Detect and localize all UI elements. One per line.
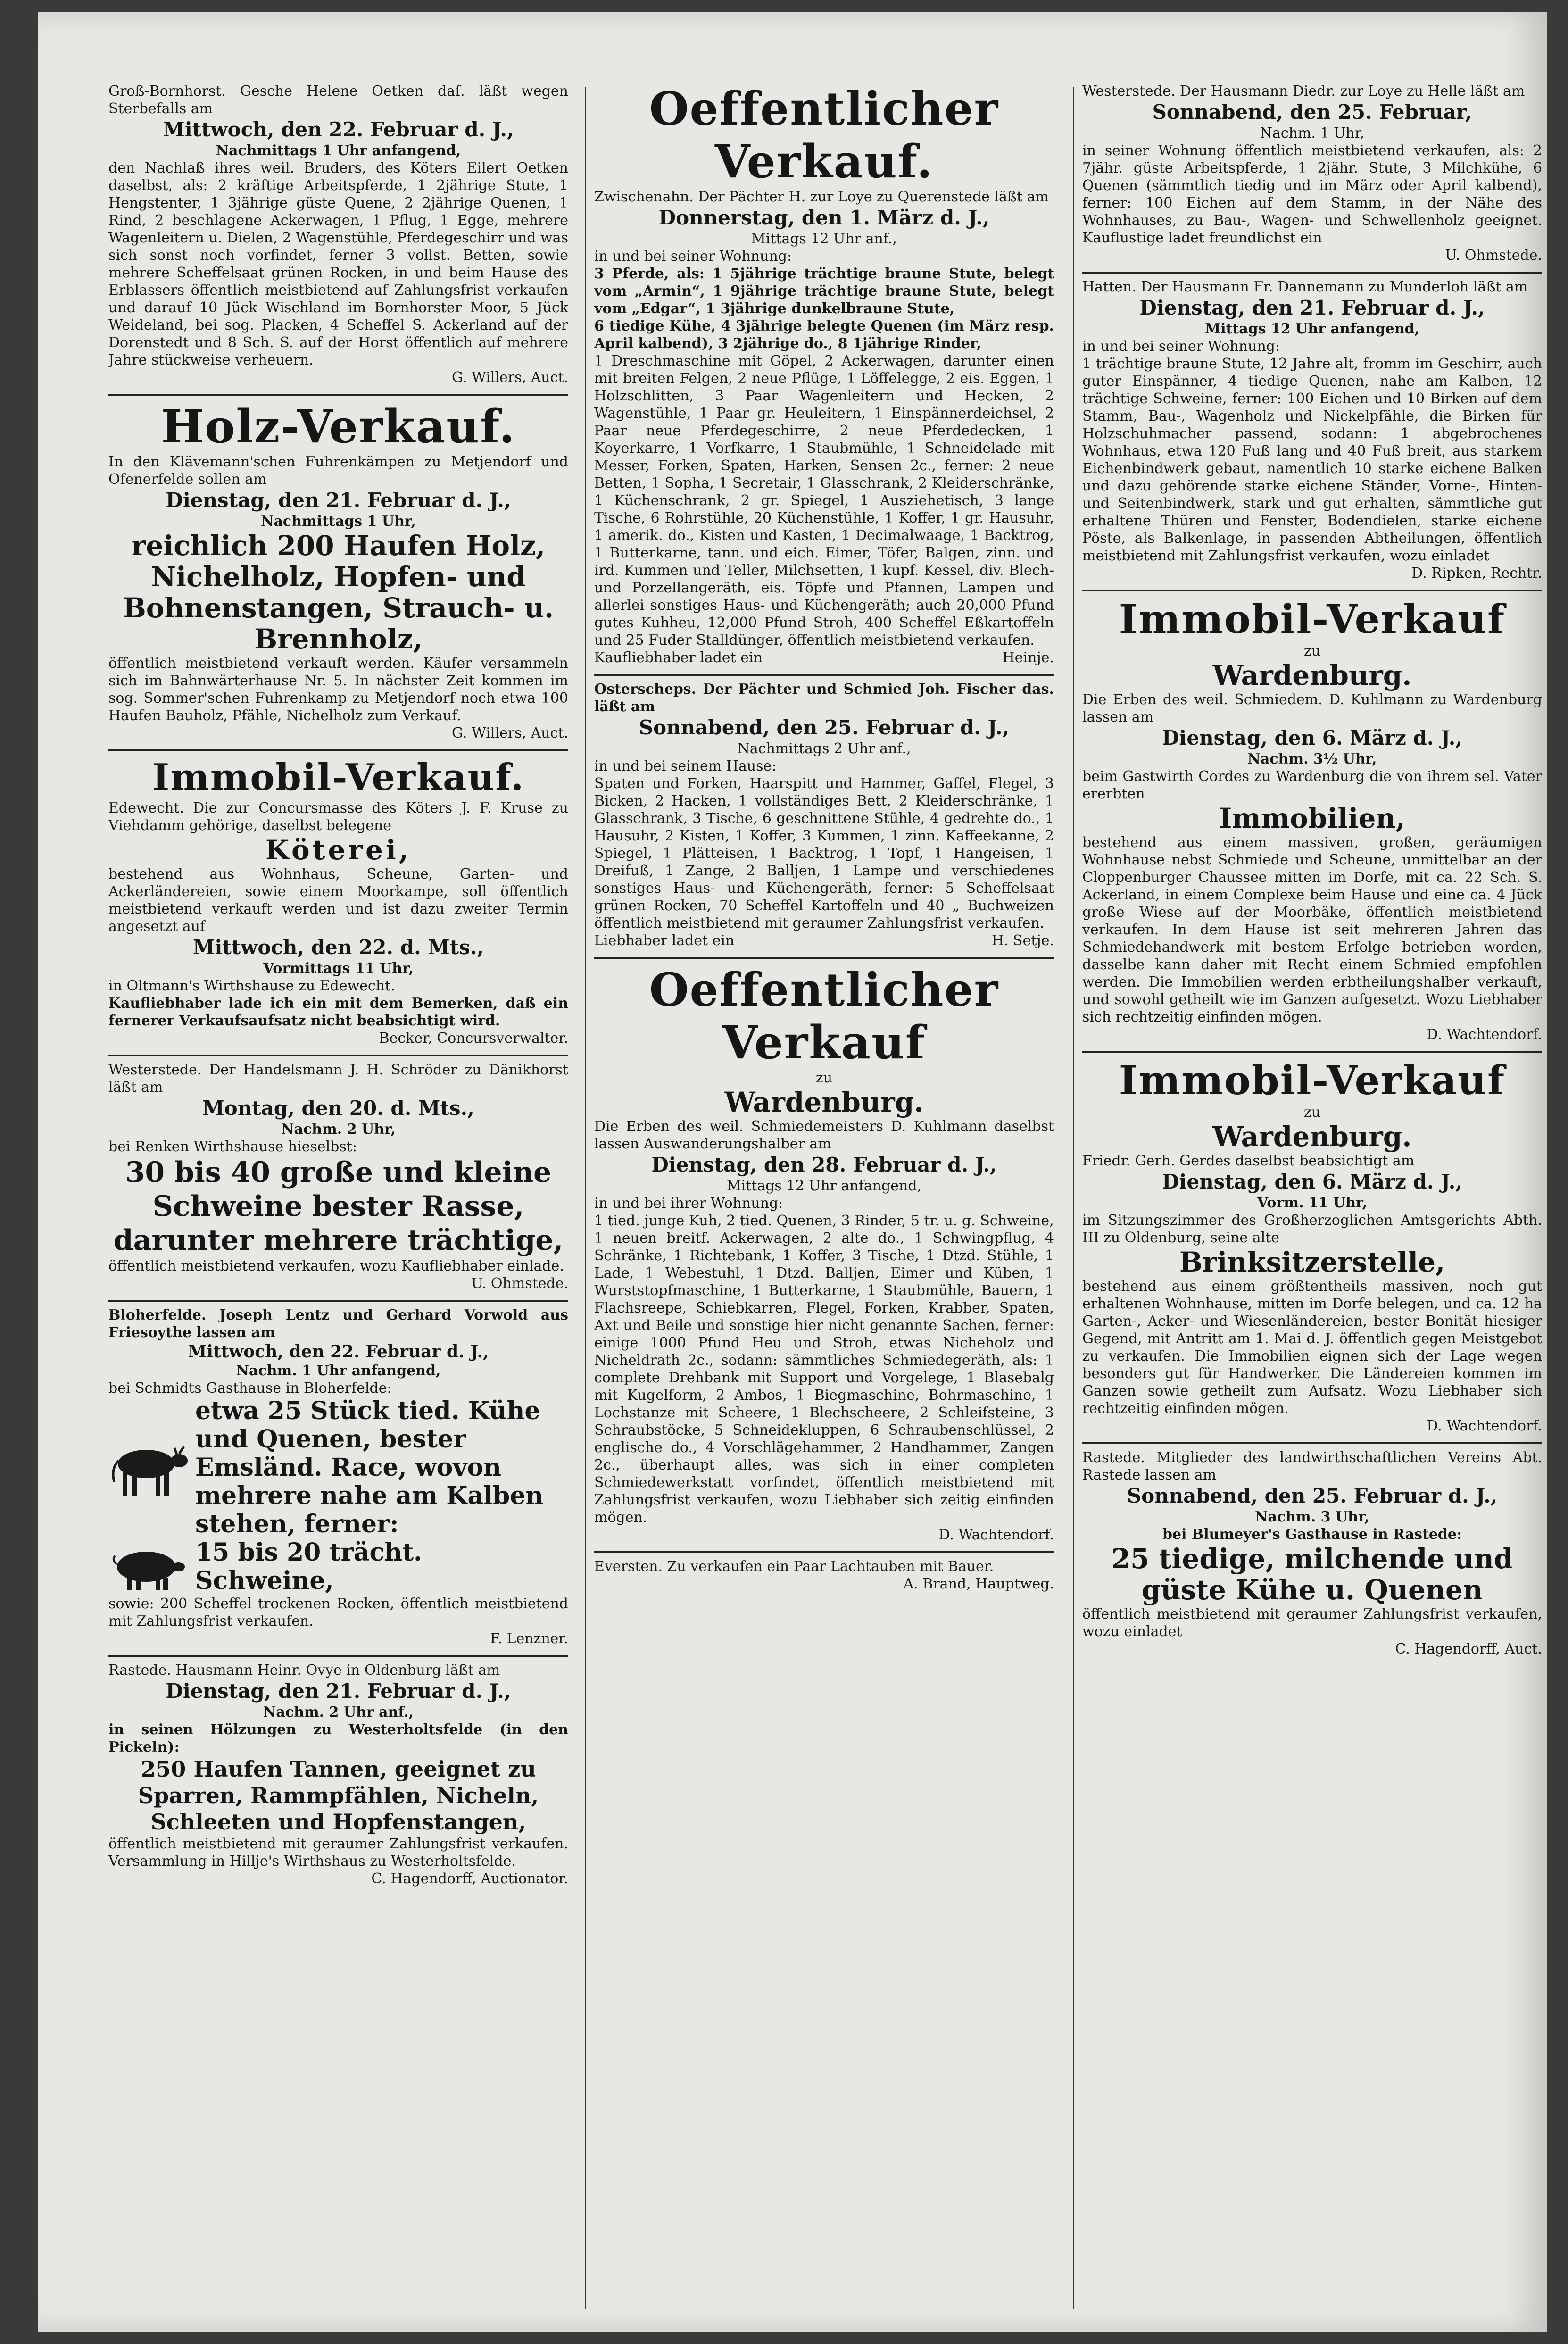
- ad-head: Bloherfelde. Joseph Lentz und Gerhard Vorwold aus Friesoythe lassen am: [108, 1307, 568, 1341]
- ad-signature: A. Brand, Hauptweg.: [903, 1576, 1054, 1592]
- ad-zu: zu: [1303, 643, 1321, 659]
- ad-place-name: Wardenburg.: [1212, 1121, 1412, 1153]
- ad-date: Dienstag, den 21. Februar d. J.,: [166, 1679, 511, 1703]
- ad-date: Dienstag, den 21. Februar d. J.,: [1139, 296, 1485, 319]
- divider: [594, 957, 1054, 959]
- ad-item: Köterei,: [265, 834, 412, 866]
- ad-title: Oeffentlicher Verkauf: [649, 963, 999, 1069]
- ad-place: bei Schmidts Gasthause in Bloherfelde:: [108, 1380, 392, 1396]
- ad-signature: Heinje.: [1002, 649, 1054, 666]
- ad-signature: G. Willers, Auct.: [451, 369, 568, 386]
- ad-time: Nachmittags 2 Uhr anf.,: [737, 740, 911, 757]
- ad-date: Mittwoch, den 22. Februar d. J.,: [188, 1342, 489, 1362]
- ad-goods: 25 tiedige, milchende und güste Kühe u. Quenen: [1111, 1543, 1513, 1606]
- ad-time: Mittags 12 Uhr anfangend,: [726, 1178, 922, 1194]
- ad-signature: C. Hagendorff, Auct.: [1395, 1641, 1542, 1657]
- ad-title: Oeffentlicher Verkauf.: [649, 83, 999, 188]
- ad-place: bei Renken Wirthshause hieselbst:: [108, 1139, 357, 1155]
- ad-body: in seiner Wohnung öffentlich meistbietend verkaufen, als: 2 7jähr. güste Arbeitspferde, 1 2jähr. Stute, 3 Milchkühe, 6 Quenen (sämmtlich tiedig und im März oder April kalbend), ferner: 100 Eichen auf dem Stamm, in der Nähe des Wohnhauses, zu Bau-, Wagen- und Schwellenholz geeignet. Kauflustige ladet freundlichst ein: [1082, 142, 1542, 246]
- ad-goods: 250 Haufen Tannen, geeignet zu Sparren, Rammpfählen, Nicheln, Schleeten und Hopfenstangen,: [138, 1756, 539, 1835]
- ad-item: Brinksitzerstelle,: [1179, 1246, 1445, 1278]
- column-divider: [585, 87, 586, 2309]
- cow-icon: [108, 1435, 189, 1501]
- ad-eversten: [594, 1558, 1054, 1593]
- divider: [108, 1300, 568, 1302]
- ad-head: Westerstede. Der Hausmann Diedr. zur Loye zu Helle läßt am: [1082, 83, 1525, 100]
- ad-head: Friedr. Gerh. Gerdes daselbst beabsichtigt am: [1082, 1153, 1415, 1169]
- ad-time: Nachm. 2 Uhr anf.,: [263, 1704, 414, 1721]
- ad-intro: In den Klävemann'schen Fuhrenkämpen zu Metjendorf und Ofenerfelde sollen am: [108, 454, 568, 488]
- ad-signature: D. Wachtendorf.: [938, 1527, 1054, 1543]
- ad-signature: Becker, Concursverwalter.: [379, 1030, 568, 1047]
- ad-rastede-verein: [1082, 1449, 1542, 1658]
- ad-signature: D. Wachtendorf.: [1427, 1026, 1542, 1043]
- ad-bloherfelde: [108, 1306, 568, 1647]
- ad-body: öffentlich meistbietend verkaufen, wozu Kaufliebhaber einlade.: [108, 1258, 564, 1274]
- ad-place: beim Gastwirth Cordes zu Wardenburg die von ihrem sel. Vater ererbten: [1082, 768, 1542, 802]
- ad-time: Nachm. 2 Uhr,: [281, 1121, 396, 1138]
- ad-horses: 3 Pferde, als: 1 5jährige trächtige braune Stute, belegt vom „Armin“, 1 9jährige trächtige braune Stute, belegt vom „Edgar“, 1 3jährige dunkelbraune Stute,: [594, 266, 1054, 317]
- ad-head: Hatten. Der Hausmann Fr. Dannemann zu Munderloh läßt am: [1082, 279, 1528, 295]
- divider: [108, 1055, 568, 1056]
- ad-body: den Nachlaß ihres weil. Bruders, des Köters Eilert Oetken daselbst, als: 2 kräftige Arbeitspferde, 1 2jährige Stute, 1 Hengstenter, 1 3jährige güste Quene, 2 2jährige Quenen, 1 Rind, 2 beschlagene Ackerwagen, 1 Pflug, 1 Egge, mehrere Wagenleitern u. Dielen, 2 Wagenstühle, Pferdegeschirr und was sich sonst noch vorfindet, ferner 3 vollst. Betten, sowie mehrere Scheffelsaat grünen Rocken, in und beim Hause des Erblassers öffentlich meistbietend auf Zahlungsfrist verkaufen und darauf 10 Jück Wischland im Bornhorster Moor, 5 Jück Weideland, bei sog. Placken, 4 Scheffel S. Ackerland auf der Dorenstedt und 8 Sch. S. auf der Horst öffentlich auf mehrere Jahre stückweise verheuern.: [108, 160, 568, 368]
- ad-immobil-wardenburg-1: [1082, 596, 1542, 1043]
- ad-immobil-wardenburg-2: [1082, 1057, 1542, 1435]
- divider: [1082, 590, 1542, 591]
- ad-time: Nachmittags 1 Uhr anfangend,: [216, 142, 461, 159]
- ad-date: Mittwoch, den 22. Februar d. J.,: [163, 118, 514, 141]
- ad-place: in und bei seiner Wohnung:: [1082, 338, 1280, 355]
- ad-closing-line: [594, 649, 1054, 666]
- ad-head: Osterscheps. Der Pächter und Schmied Joh. Fischer das. läßt am: [594, 681, 1054, 715]
- pig-line: [108, 1538, 568, 1595]
- column-divider: [1073, 87, 1074, 2309]
- newspaper-page: [38, 12, 1547, 2332]
- ad-holz-verkauf: [108, 400, 568, 742]
- ad-text: Eversten. Zu verkaufen ein Paar Lachtauben mit Bauer.: [594, 1558, 994, 1575]
- ad-westerstede-schroeder: [108, 1061, 568, 1292]
- ad-body: bestehend aus Wohnhaus, Scheune, Garten- und Ackerländereien, sowie einem Moorkampe, soll öffentlich meistbietend verkauft werden und ist dazu zweiter Termin angesetzt auf: [108, 866, 568, 935]
- ad-immobil-edewecht: [108, 756, 568, 1047]
- ad-date: Montag, den 20. d. Mts.,: [202, 1097, 474, 1120]
- ad-westerstede-zur-loye: [1082, 83, 1542, 264]
- ad-body: 1 neuen breitf. Ackerwagen, 2 alte do., 1 Schwingpflug, 4 Schränke, 1 Richtebank, 1 Koffer, 3 Tische, 1 Dtzd. Stühle, 1 Lade, 1 Webestuhl, 1 Dtzd. Balljen, Eimer und Küben, 1 Wurststopfmaschine, 1 Butterkarne, 1 Staubmühle, Bauern, 1 Flachsreepe, Schiebkarren, Flegel, Forken, Krabber, Spaten, Axt und Beile und sonstige hier nicht genannte Sachen, ferner: einige 1000 Pfund Heu und Stroh, etwas Nicheholz und Nicheldrath 2c., sodann: sämmtliches Schmiedegeräth, als: 1 complete Drehbank mit Support und Vorgelege, 1 Blasebalg mit Kugelform, 2 Ambos, 1 Biegmaschine, Bohrmaschine, 1 Lochstanze mit Scheere, 1 Blechscheere, 2 Schleifsteine, 3 Schraubstöcke, 5 Schneidekluppen, 6 Schraubenschlüssel, 2 englische do., 4 Vorschlägehammer, 2 Handhammer, Zangen 2c., überhaupt alles, was sich in einer completen Schmiedewerkstatt vorfindet, öffentlich meistbietend mit Zahlungsfrist verkaufen, wozu Liebhaber sich zeitig einfinden mögen.: [594, 1230, 1054, 1526]
- ad-closing: Kaufliebhaber ladet ein: [594, 649, 763, 666]
- ad-date: Sonnabend, den 25. Februar,: [1152, 100, 1472, 124]
- ad-closing-line: [594, 932, 1054, 949]
- column-middle: [594, 83, 1054, 2313]
- ad-place: in und bei seinem Hause:: [594, 758, 777, 774]
- ad-date: Sonnabend, den 25. Februar d. J.,: [639, 716, 1010, 739]
- ad-place: bei Blumeyer's Gasthause in Rastede:: [1162, 1526, 1462, 1543]
- ad-date: Dienstag, den 28. Februar d. J.,: [651, 1153, 997, 1176]
- ad-rastede-ovye: [108, 1662, 568, 1887]
- ad-place-name: Wardenburg.: [724, 1086, 924, 1118]
- ad-head: Zwischenahn. Der Pächter H. zur Loye zu Querenstede läßt am: [594, 189, 1049, 205]
- ad-time: Nachm. 1 Uhr anfangend,: [236, 1363, 441, 1379]
- ad-zu: zu: [815, 1070, 833, 1086]
- ad-signature: U. Ohmstede.: [471, 1275, 568, 1292]
- pig-icon: [108, 1541, 189, 1593]
- ad-hatten: [1082, 278, 1542, 582]
- ad-item: Immobilien,: [1219, 802, 1405, 834]
- ad-time: Vormittags 11 Uhr,: [263, 960, 414, 977]
- ad-signature: F. Lenzner.: [490, 1630, 568, 1647]
- ad-cattle: 1 tied. junge Kuh, 2 tied. Quenen, 3 Rinder, 5 tr. u. g. Schweine,: [594, 1213, 1054, 1229]
- column-right: [1082, 83, 1542, 2313]
- ad-time: Mittags 12 Uhr anfangend,: [1204, 321, 1420, 337]
- ad-closing: Liebhaber ladet ein: [594, 932, 735, 949]
- ad-place: in Oltmann's Wirthshause zu Edewecht.: [108, 978, 395, 994]
- ad-signature: H. Setje.: [991, 932, 1054, 949]
- cow-line: [108, 1397, 568, 1538]
- ad-time: Nachm. 3½ Uhr,: [1247, 751, 1377, 767]
- ad-signature: G. Willers, Auct.: [451, 725, 568, 741]
- cow-line-text: etwa 25 Stück tied. Kühe und Quenen, bester Emsländ. Race, wovon mehrere nahe am Kalben stehen, ferner:: [195, 1396, 544, 1538]
- ad-date: Dienstag, den 21. Februar d. J.,: [166, 489, 511, 512]
- ad-zu: zu: [1303, 1104, 1321, 1121]
- divider: [108, 749, 568, 751]
- ad-goods: 30 bis 40 große und kleine Schweine bester Rasse, darunter mehrere trächtige,: [113, 1156, 564, 1257]
- ad-body: öffentlich meistbietend mit geraumer Zahlungsfrist verkaufen. Versammlung in Hillje's Wirthshaus zu Westerholtsfelde.: [108, 1836, 568, 1870]
- ad-place-name: Wardenburg.: [1212, 659, 1412, 691]
- ad-body: öffentlich meistbietend mit geraumer Zahlungsfrist verkaufen, wozu einladet: [1082, 1606, 1542, 1640]
- ad-gross-bornhorst: [108, 83, 568, 386]
- ad-zwischenahn: [594, 83, 1054, 666]
- ad-wardenburg-kuhlmann: [594, 964, 1054, 1544]
- ad-date: Dienstag, den 6. März d. J.,: [1162, 1170, 1462, 1193]
- ad-date: Dienstag, den 6. März d. J.,: [1162, 726, 1462, 749]
- divider: [1082, 1442, 1542, 1444]
- ad-place: in und bei seiner Wohnung:: [594, 248, 792, 265]
- ad-body: 1 Dreschmaschine mit Göpel, 2 Ackerwagen, darunter einen mit breiten Felgen, 2 neue Pflüge, 1 Löffelegge, 2 eis. Eggen, 1 Holzschlitten, 3 Paar Wagenleitern und Hecken, 2 Wagenstühle, 1 Paar gr. Heuleitern, 1 Einspännerdeichsel, 2 Paar neue Pferdegeschirre, 2 neue Pferdedecken, 1 Koyerkarre, 1 Vorfkarre, 1 Staubmühle, 1 Schneidelade mit Messer, Forken, Spaten, Harken, Sensen 2c., ferner: 2 neue Betten, 1 Sopha, 1 Secretair, 1 Glasschrank, 2 Kleiderschränke, 1 Küchenschrank, 2 gr. Spiegel, 1 Ausziehetisch, 3 lange Tische, 6 Rohrstühle, 20 Küchenstühle, 1 Koffer, 1 gr. Hausuhr, 1 amerik. do., Kisten und Kasten, 1 Decimalwaage, 1 Backtrog, 1 Butterkarne, tann. und eich. Eimer, Töfer, Balgen, zinn. und ird. Kummen und Teller, Milchsetten, 1 kupf. Kessel, div. Blech- und Porzellangeräth, eis. Töpfe und Pfannen, Lampen und allerlei sonstiges Haus- und Küchengeräth; auch 20,000 Pfund gutes Kuhheu, 12,000 Pfund Stroh, 400 Scheffel Eßkartoffeln und 25 Fuder Stalldünger, öffentlich meistbietend verkaufen.: [594, 353, 1054, 648]
- ad-title: Immobil-Verkauf: [1119, 1057, 1506, 1104]
- ad-time: Mittags 12 Uhr anf.,: [751, 231, 897, 247]
- ad-head: Westerstede. Der Handelsmann J. H. Schröder zu Dänikhorst läßt am: [108, 1062, 568, 1096]
- ad-place: in seinen Hölzungen zu Westerholtsfelde (in den Pickeln):: [108, 1721, 568, 1755]
- ad-head: Rastede. Mitglieder des landwirthschaftlichen Vereins Abt. Rastede lassen am: [1082, 1449, 1542, 1483]
- ad-date: Donnerstag, den 1. März d. J.,: [658, 206, 990, 229]
- ad-osterscheps: [594, 681, 1054, 949]
- ad-head: Die Erben des weil. Schmiedemeisters D. Kuhlmann daselbst lassen Auswanderungshalber am: [594, 1118, 1054, 1152]
- ad-cattle: 6 tiedige Kühe, 4 3jährige belegte Quenen (im März resp. April kalbend), 3 2jährige do., 8 1jährige Rinder,: [594, 318, 1054, 352]
- ad-head: Rastede. Hausmann Heinr. Ovye in Oldenburg läßt am: [108, 1662, 500, 1679]
- ad-time: Nachm. 1 Uhr,: [1260, 125, 1365, 141]
- divider: [1082, 1051, 1542, 1053]
- divider: [108, 1655, 568, 1657]
- ad-time: Nachmittags 1 Uhr,: [261, 513, 416, 530]
- ad-signature: D. Ripken, Rechtr.: [1411, 565, 1542, 582]
- ad-signature: U. Ohmstede.: [1445, 247, 1542, 264]
- ad-body: bestehend aus einem größtentheils massiven, noch gut erhaltenen Wohnhause, mitten im Dorfe belegen, und ca. 12 ha Garten-, Acker- und Wiesenländereien, bester Bonität hiesiger Gegend, mit Antritt am 1. Mai d. J. öffentlich gegen Meistgebot zu verkaufen. Die Immobilien eignen sich der Lage wegen besonders gut für Handwerker. Die Ländereien kommen im Ganzen sowie getheilt zum Aufsatz. Wozu Liebhaber sich rechtzeitig einfinden mögen.: [1082, 1278, 1542, 1417]
- divider: [1082, 272, 1542, 274]
- ad-title: Immobil-Verkauf.: [152, 756, 525, 799]
- ad-body: öffentlich meistbietend verkauft werden. Käufer versammeln sich im Bahnwärterhause Nr. 5. In nächster Zeit kommen im sog. Sommer'schen Fuhrenkamp zu Metjendorf noch etwa 100 Haufen Bauholz, Pfähle, Nichelholz zum Verkauf.: [108, 655, 568, 724]
- ad-time: Nachm. 3 Uhr,: [1255, 1509, 1369, 1525]
- column-left: [108, 83, 568, 2313]
- divider: [108, 394, 568, 396]
- ad-signature: D. Wachtendorf.: [1427, 1418, 1542, 1434]
- ad-body: 1 trächtige braune Stute, 12 Jahre alt, fromm im Geschirr, auch guter Einspänner, 4 tiedige Quenen, nahe am Kalben, 12 trächtige Schweine, ferner: 100 Eichen und 10 Birken auf dem Stamm, Bau-, Wagenholz und Nickelpfähle, die Birken für Holzschuhmacher passend, sodann: 1 abgebrochenes Wohnhaus, etwa 120 Fuß lang und 40 Fuß breit, aus starkem Eichenbindwerk gebaut, namentlich 10 starke eichene Balken und dazu gehörende starke eichene Ständer, Vorne-, Hinten- und Seitenbindwerk, stark und gut erhalten, sämmtliche gut erhaltene Thüren und Fenster, Bodendielen, starke eichene Pöste, als Balkenlage, in passenden Abtheilungen, öffentlich meistbietend mit Zahlungsfrist verkaufen, wozu einladet: [1082, 356, 1542, 564]
- pig-line-text: 15 bis 20 trächt. Schweine,: [195, 1538, 423, 1595]
- ad-head: Die Erben des weil. Schmiedem. D. Kuhlmann zu Wardenburg lassen am: [1082, 691, 1542, 725]
- ad-body: bestehend aus einem massiven, großen, geräumigen Wohnhause nebst Schmiede und Scheune, unmittelbar an der Cloppenburger Chaussee mitten im Dorfe, mit ca. 22 Sch. S. Ackerland, in einem Complexe beim Hause und eine ca. 4 Jück große Wiese auf der Moorbäke, öffentlich meistbietend verkaufen. In dem Hause ist seit mehreren Jahren das Schmiedehandwerk mit bestem Erfolge betrieben worden, dasselbe kann daher mit Recht einem Schmied empfohlen werden. Die Immobilien werden erbtheilungshalber verkauft, und sowohl getheilt wie im Ganzen aufgesetzt. Wozu Liebhaber sich rechtzeitig einfinden mögen.: [1082, 834, 1542, 1025]
- ad-title: Holz-Verkauf.: [161, 400, 516, 453]
- divider: [594, 1551, 1054, 1553]
- ad-head: Edewecht. Die zur Concursmasse des Köters J. F. Kruse zu Viehdamm gehörige, daselbst belegene: [108, 800, 568, 834]
- ad-head: Groß-Bornhorst. Gesche Helene Oetken daſ. läßt wegen Sterbefalls am: [108, 83, 568, 117]
- ad-place: in und bei ihrer Wohnung:: [594, 1195, 783, 1212]
- ad-time: Vorm. 11 Uhr,: [1257, 1195, 1368, 1211]
- ad-goods: reichlich 200 Haufen Holz, Nichelholz, Hopfen- und Bohnenstangen, Strauch- u. Brennholz,: [123, 530, 554, 655]
- ad-body: sowie: 200 Scheffel trockenen Rocken, öffentlich meistbietend mit Zahlungsfrist verkaufen.: [108, 1596, 568, 1629]
- ad-place: im Sitzungszimmer des Großherzoglichen Amtsgerichts Abth. III zu Oldenburg, seine alte: [1082, 1212, 1542, 1246]
- ad-signature: C. Hagendorff, Auctionator.: [371, 1870, 568, 1887]
- ad-date: Mittwoch, den 22. d. Mts.,: [192, 936, 484, 959]
- ad-note: Kaufliebhaber lade ich ein mit dem Bemerken, daß ein fernerer Verkaufsaufsatz nicht beabsichtigt wird.: [108, 995, 568, 1029]
- divider: [594, 674, 1054, 676]
- ad-body: Spaten und Forken, Haarspitt und Hammer, Gaffel, Flegel, 3 Bicken, 2 Hacken, 1 vollständiges Bett, 2 Kleiderschränke, 1 Glasschrank, 3 Tische, 6 geschnittene Stühle, 4 gedrehte do., 1 Hausuhr, 2 Kisten, 1 Koffer, 3 Kummen, 1 zinn. Kaffeekanne, 2 Spiegel, 1 Plätteisen, 1 Backtrog, 1 Topf, 1 Hangeisen, 1 Dreifuß, 1 Zange, 2 Balljen, 1 Lampe und verschiedenes sonstiges Haus- und Küchengeräth, ferner: 5 Scheffelsaat grünen Rocken, 70 Scheffel Kartoffeln und 40 „ Buchweizen öffentlich meistbietend mit geraumer Zahlungsfrist verkaufen.: [594, 775, 1054, 931]
- ad-date: Sonnabend, den 25. Februar d. J.,: [1127, 1484, 1498, 1507]
- ad-title: Immobil-Verkauf: [1119, 596, 1506, 642]
